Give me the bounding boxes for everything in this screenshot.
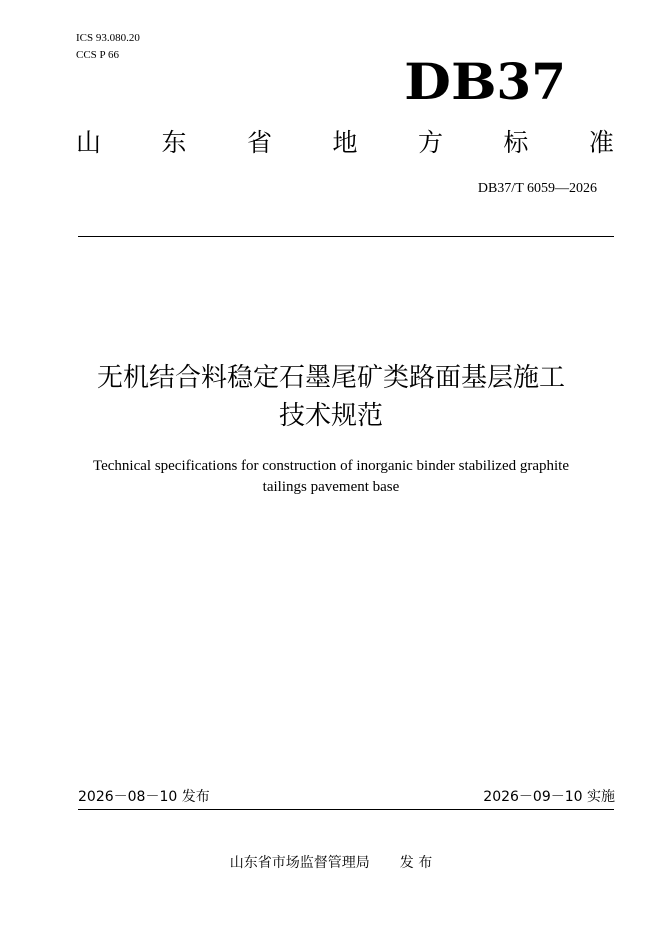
top-divider (78, 236, 614, 237)
standard-type-char: 省 (246, 128, 272, 157)
title-chinese-line-2: 技术规范 (278, 401, 383, 431)
ccs-code: CCS P 66 (76, 49, 120, 61)
logo-number-text: 37 (496, 52, 566, 111)
issuer (0, 854, 662, 872)
standard-type (76, 126, 614, 160)
bottom-divider (78, 809, 614, 810)
standard-type-char: 标 (503, 128, 529, 157)
title-chinese-line-1: 无机结合料稳定石墨尾矿类路面基层施工 (96, 363, 565, 393)
standard-type-char: 准 (588, 128, 614, 157)
issuer-action: 发 布 (399, 855, 433, 871)
title-english-line-2: tailings pavement base (262, 479, 400, 495)
standard-code: DB37/T 6059—2026 (477, 181, 597, 196)
logo-db-text: DB (403, 52, 497, 111)
title-english-line-1: Technical specifications for construction of inorganic binder stabilized graphite (92, 458, 569, 474)
standard-type-char: 山 (76, 128, 102, 157)
implementation-date: 2026－09－10 实施 (483, 789, 615, 805)
db37-logo (403, 52, 566, 112)
ics-code: ICS 93.080.20 (76, 32, 140, 44)
standard-type-char: 方 (417, 128, 443, 157)
issue-date: 2026－08－10 发布 (78, 789, 210, 805)
issuer-name: 山东省市场监督管理局 (229, 855, 370, 871)
standard-type-char: 地 (332, 128, 358, 157)
standard-type-char: 东 (161, 128, 187, 157)
